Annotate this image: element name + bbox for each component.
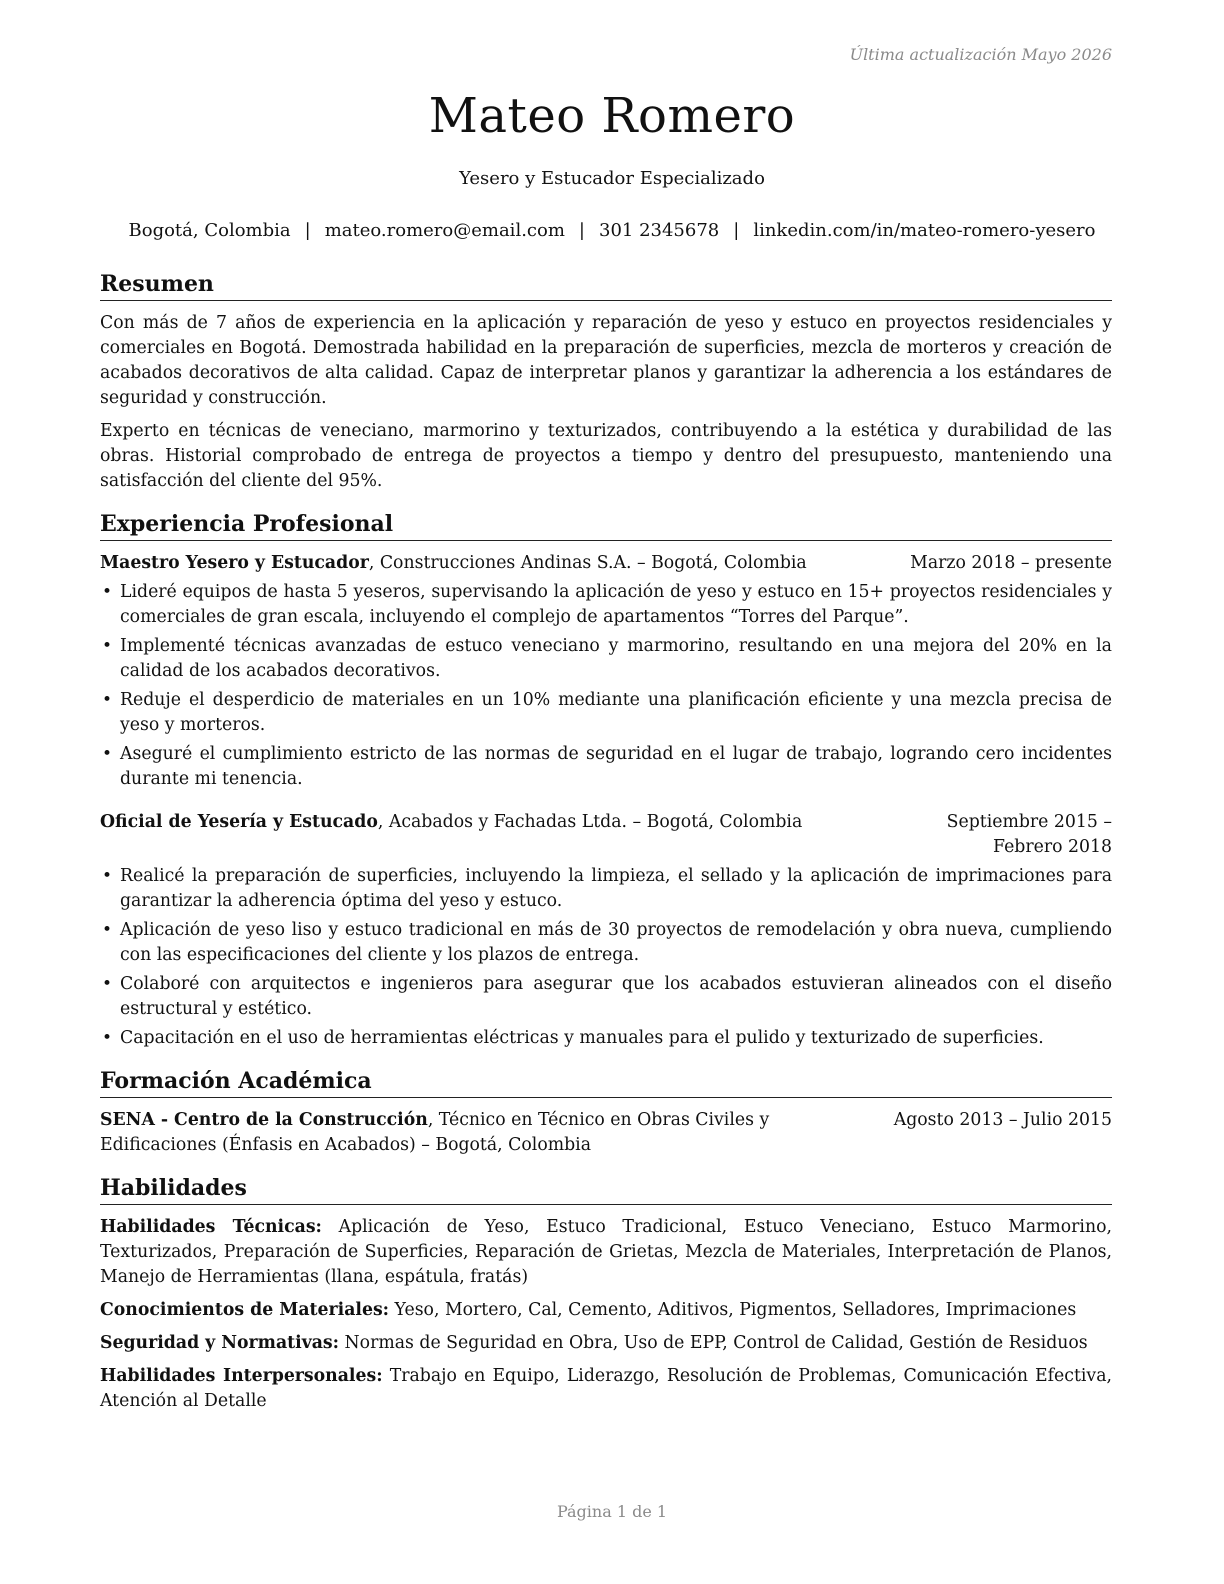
skill-text: Aplicación de Yeso, Estuco Tradicional, Estuco Veneciano, Estuco Marmorino, Texturizados, Preparación de Superficies, Reparación de Grietas, Mezcla de Materiales, Interpretación de Planos, Manejo de Herramientas (llana, espátula, fratás) bbox=[100, 1217, 1112, 1287]
skill-row bbox=[100, 1364, 1112, 1414]
skill-row bbox=[100, 1331, 1112, 1356]
contact-email[interactable]: mateo.romero@email.com bbox=[324, 220, 565, 241]
list-item: • Colaboré con arquitectos e ingenieros para asegurar que los acabados estuvieran alineados con el diseño estructural y estético. bbox=[100, 972, 1112, 1022]
degree-detail: , Técnico en Técnico en Obras Civiles y Edificaciones (Énfasis en Acabados) – Bogotá, Colombia bbox=[100, 1110, 770, 1155]
contact-location: Bogotá, Colombia bbox=[128, 220, 291, 241]
education-section bbox=[100, 1067, 1112, 1158]
job-title: Yesero y Estucador Especializado bbox=[459, 168, 765, 189]
section-heading: Resumen bbox=[100, 270, 1112, 301]
education-entry bbox=[100, 1108, 1112, 1158]
section-heading: Formación Académica bbox=[100, 1067, 1112, 1098]
list-item: • Realicé la preparación de superficies, incluyendo la limpieza, el sellado y la aplicación de imprimaciones para garantizar la adherencia óptima del yeso y estuco. bbox=[100, 864, 1112, 914]
job-dates: Marzo 2018 – presente bbox=[910, 553, 1112, 573]
list-item: • Lideré equipos de hasta 5 yeseros, supervisando la aplicación de yeso y estuco en 15+ proyectos residenciales y comerciales de gran escala, incluyendo el complejo de apartamentos “Torres del Parque”. bbox=[100, 580, 1112, 630]
skills-section bbox=[100, 1174, 1112, 1414]
list-item: • Implementé técnicas avanzadas de estuco veneciano y marmorino, resultando en una mejora del 20% en la calidad de los acabados decorativos. bbox=[100, 634, 1112, 684]
skill-label: Habilidades Técnicas: bbox=[100, 1217, 322, 1237]
job-bullets bbox=[100, 864, 1112, 1051]
resume-body bbox=[100, 270, 1112, 1430]
section-heading: Habilidades bbox=[100, 1174, 1112, 1205]
job-header bbox=[100, 810, 1112, 860]
education-dates: Agosto 2013 – Julio 2015 bbox=[893, 1110, 1112, 1130]
page-number: Página 1 de 1 bbox=[556, 1502, 668, 1521]
summary-section bbox=[100, 270, 1112, 494]
job-dates: Septiembre 2015 – Febrero 2018 bbox=[946, 812, 1112, 857]
contact-phone[interactable]: 301 2345678 bbox=[599, 220, 720, 241]
contact-line bbox=[0, 220, 1224, 241]
last-updated: Última actualización Mayo 2026 bbox=[849, 45, 1112, 64]
contact-separator: | bbox=[304, 220, 311, 241]
list-item: • Aplicación de yeso liso y estuco tradicional en más de 30 proyectos de remodelación y obra nueva, cumpliendo con las especificaciones del cliente y los plazos de entrega. bbox=[100, 918, 1112, 968]
list-item: • Aseguré el cumplimiento estricto de las normas de seguridad en el lugar de trabajo, logrando cero incidentes durante mi tenencia. bbox=[100, 742, 1112, 792]
skill-row bbox=[100, 1298, 1112, 1323]
candidate-name: Mateo Romero bbox=[428, 88, 796, 144]
skill-text: Normas de Seguridad en Obra, Uso de EPP, Control de Calidad, Gestión de Residuos bbox=[339, 1333, 1088, 1353]
job-header bbox=[100, 551, 1112, 576]
contact-separator: | bbox=[578, 220, 585, 241]
list-item: • Capacitación en el uso de herramientas eléctricas y manuales para el pulido y texturizado de superficies. bbox=[100, 1026, 1112, 1051]
skill-text: Yeso, Mortero, Cal, Cemento, Aditivos, Pigmentos, Selladores, Imprimaciones bbox=[389, 1300, 1077, 1320]
school-name: SENA - Centro de la Construcción bbox=[100, 1110, 428, 1130]
skill-label: Habilidades Interpersonales: bbox=[100, 1366, 383, 1386]
skill-text: Trabajo en Equipo, Liderazgo, Resolución de Problemas, Comunicación Efectiva, Atención al Detalle bbox=[100, 1366, 1112, 1411]
job-bullets bbox=[100, 580, 1112, 792]
job-company: , Acabados y Fachadas Ltda. – Bogotá, Colombia bbox=[377, 812, 803, 832]
contact-linkedin[interactable]: linkedin.com/in/mateo-romero-yesero bbox=[753, 220, 1096, 241]
summary-paragraph: Experto en técnicas de veneciano, marmorino y texturizados, contribuyendo a la estética y durabilidad de las obras. Historial comprobado de entrega de proyectos a tiempo y dentro del presupuesto, manteniendo una satisfacción del cliente del 95%. bbox=[100, 421, 1112, 491]
skill-label: Conocimientos de Materiales: bbox=[100, 1300, 390, 1320]
skill-label: Seguridad y Normativas: bbox=[100, 1333, 340, 1353]
skill-row bbox=[100, 1215, 1112, 1290]
summary-paragraph: Con más de 7 años de experiencia en la aplicación y reparación de yeso y estuco en proyectos residenciales y comerciales en Bogotá. Demostrada habilidad en la preparación de superficies, mezcla de morteros y creación de acabados decorativos de alta calidad. Capaz de interpretar planos y garantizar la adherencia a los estándares de seguridad y construcción. bbox=[100, 313, 1112, 408]
job-title: Oficial de Yesería y Estucado bbox=[100, 812, 378, 832]
contact-separator: | bbox=[733, 220, 740, 241]
list-item: • Reduje el desperdicio de materiales en un 10% mediante una planificación eficiente y una mezcla precisa de yeso y morteros. bbox=[100, 688, 1112, 738]
job-title: Maestro Yesero y Estucador bbox=[100, 553, 369, 573]
job-company: , Construcciones Andinas S.A. – Bogotá, Colombia bbox=[368, 553, 807, 573]
section-heading: Experiencia Profesional bbox=[100, 510, 1112, 541]
experience-section bbox=[100, 510, 1112, 1051]
